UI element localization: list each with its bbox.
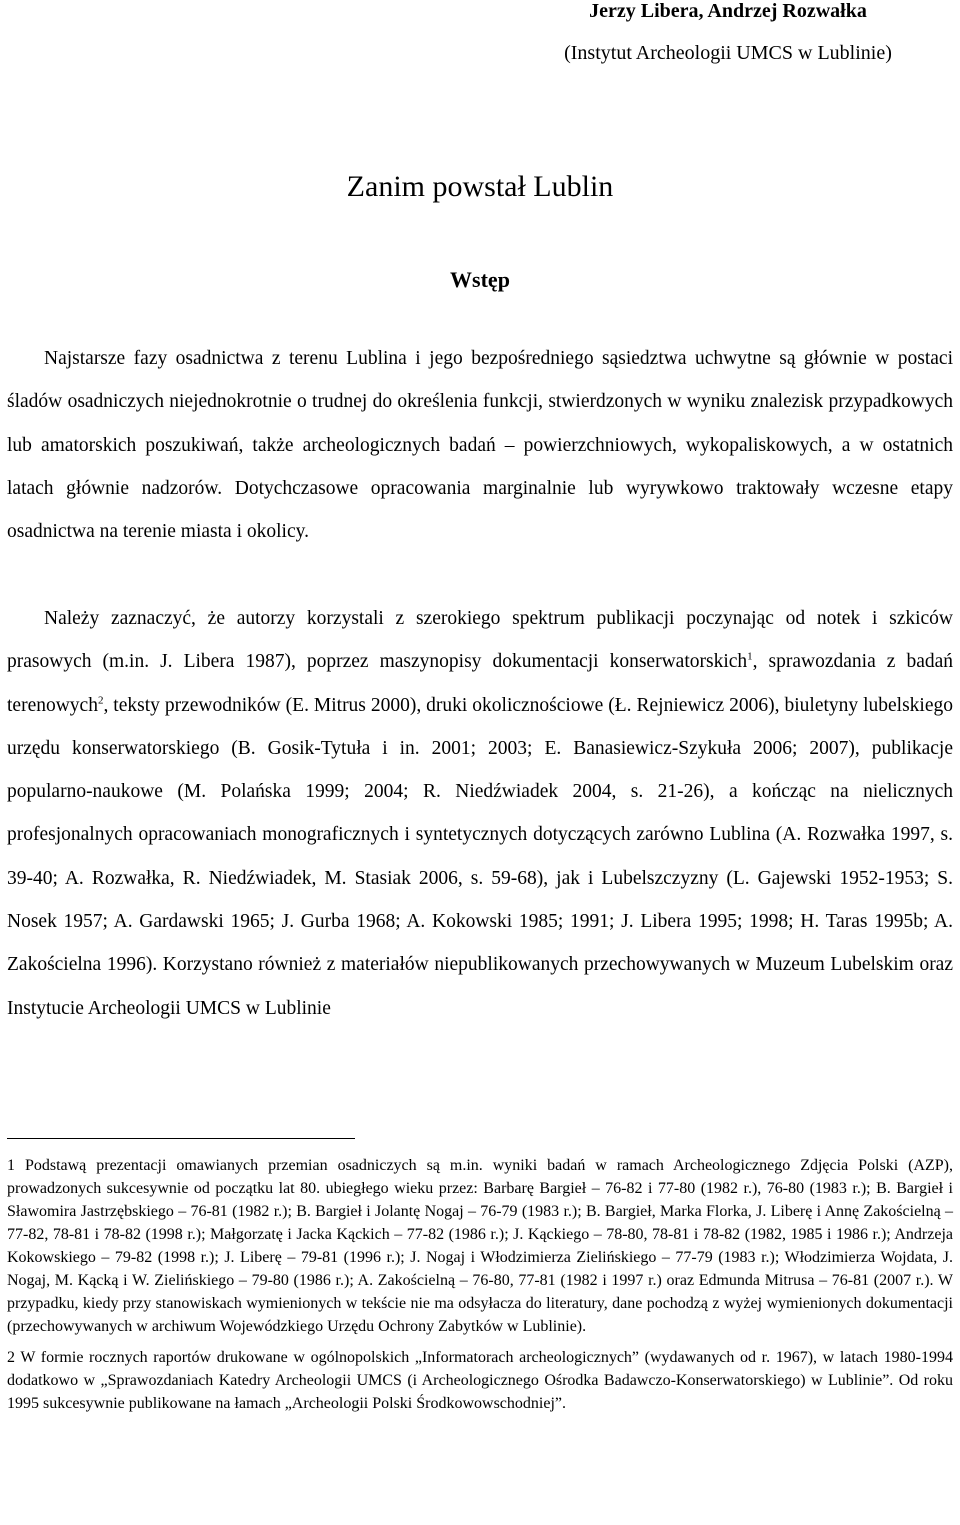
paragraph-1 bbox=[7, 337, 953, 553]
paragraph-1-text: Najstarsze fazy osadnictwa z terenu Lublina i jego bezpośredniego sąsiedztwa uchwytne są głównie w postaci śladów osadniczych niejednokrotnie o trudnej do określenia funkcji, stwierdzonych w wyniku znalezisk przypadkowych lub amatorskich poszukiwań, także archeologicznych badań – powierzchniowych, wykopaliskowych, a w ostatnich latach głównie nadzorów. Dotychczasowe opracowania marginalnie lub wyrywkowo traktowały wczesne etapy osadnictwa na terenie miasta i okolicy. bbox=[7, 348, 953, 543]
section-heading: Wstęp bbox=[450, 267, 510, 292]
footnote-1: 1 Podstawą prezentacji omawianych przemian osadniczych są m.in. wyniki badań w ramach Archeologicznego Zdjęcia Polski (AZP), prowadzonych sukcesywnie od początku lat 80. ubiegłego wieku przez: Barbarę Bargieł – 76-82 i 77-80 (1982 r.), 76-80 (1983 r.); B. Bargieł i Sławomira Jastrzębskiego – 76-81 (1982 r.); B. Bargieł i Jolantę Nogaj – 76-79 (1983 r.); B. Bargieł, Marka Florka, J. Liberę i Annę Zakościelną – 77-82, 78-81 i 78-82 (1998 r.); Małgorzatę i Jacka Kąckich – 77-82 (1986 r.); J. Kąckiego – 78-80, 78-81 i 78-82 (1982, 1985 i 1986 r.); Andrzeja Kokowskiego – 79-82 (1998 r.); J. Liberę – 79-81 (1996 r.); J. Nogaj i Włodzimierza Zielińskiego – 77-79 (1983 r.); Włodzimierza Wojdata, J. Nogaj, M. Kącką i W. Zielińskiego – 79-80 (1986 r.); A. Zakościelną – 76-80, 77-81 (1982 i 1997 r.) oraz Edmunda Mitrusa – 76-81 (2007 r.). W przypadku, kiedy przy stanowiskach wymienionych w tekście nie ma odsyłacza do literatury, dane pochodzą z wyżej wymienionych dokumentacji (przechowywanych w archiwum Wojewódzkiego Urzędu Ochrony Zabytków w Lublinie). bbox=[7, 1157, 953, 1335]
authors: Jerzy Libera, Andrzej Rozwałka bbox=[589, 0, 867, 22]
footnote-separator bbox=[7, 1138, 355, 1139]
article-title: Zanim powstał Lublin bbox=[346, 170, 614, 203]
paragraph-2-text bbox=[7, 597, 953, 1030]
footnote-2: 2 W formie rocznych raportów drukowane w ogólnopolskich „Informatorach archeologicznych” (wydawanych od r. 1967), w latach 1980-1994 dodatkowo w „Sprawozdaniach Katedry Archeologii UMCS (i Archeologicznego Ośrodka Badawczo-Konserwatorskiego) w Lublinie”. Od roku 1995 sukcesywnie publikowane na łamach „Archeologii Polski Środkowowschodniej”. bbox=[7, 1349, 953, 1412]
footnotes bbox=[7, 1154, 953, 1415]
institution: (Instytut Archeologii UMCS w Lublinie) bbox=[564, 42, 892, 64]
paragraph-2-part-c: , teksty przewodników (E. Mitrus 2000), druki okolicznościowe (Ł. Rejniewicz 2006), biuletyny lubelskiego urzędu konserwatorskiego (B. Gosik-Tytuła i in. 2001; 2003; E. Banasiewicz-Szykuła 2006; 2007), publikacje popularno-naukowe (M. Polańska 1999; 2004; R. Niedźwiadek 2004, s. 21-26), a kończąc na nielicznych profesjonalnych opracowaniach monograficznych i syntetycznych dotyczących zarówno Lublina (A. Rozwałka 1997, s. 39-40; A. Rozwałka, R. Niedźwiadek, M. Stasiak 2006, s. 59-68), jak i Lubelszczyzny (L. Gajewski 1952-1953; S. Nosek 1957; A. Gardawski 1965; J. Gurba 1968; A. Kokowski 1985; 1991; J. Libera 1995; 1998; H. Taras 1995b; A. Zakościelna 1996). Korzystano również z materiałów niepublikowanych przechowywanych w Muzeum Lubelskim oraz Instytucie Archeologii UMCS w Lublinie bbox=[7, 694, 953, 1019]
footnote-ref-2[interactable]: 2 bbox=[97, 694, 104, 707]
paragraph-2-part-a: Należy zaznaczyć, że autorzy korzystali z szerokiego spektrum publikacji poczynając od notek i szkiców prasowych (m.in. J. Libera 1987), poprzez maszynopisy dokumentacji konserwatorskich bbox=[7, 608, 953, 673]
paragraph-2-part-b: , sprawozdania z badań terenowych bbox=[7, 651, 954, 716]
paragraph-2 bbox=[7, 597, 953, 1030]
author-block bbox=[518, 0, 938, 66]
footnote-ref-1[interactable]: 1 bbox=[747, 650, 753, 663]
